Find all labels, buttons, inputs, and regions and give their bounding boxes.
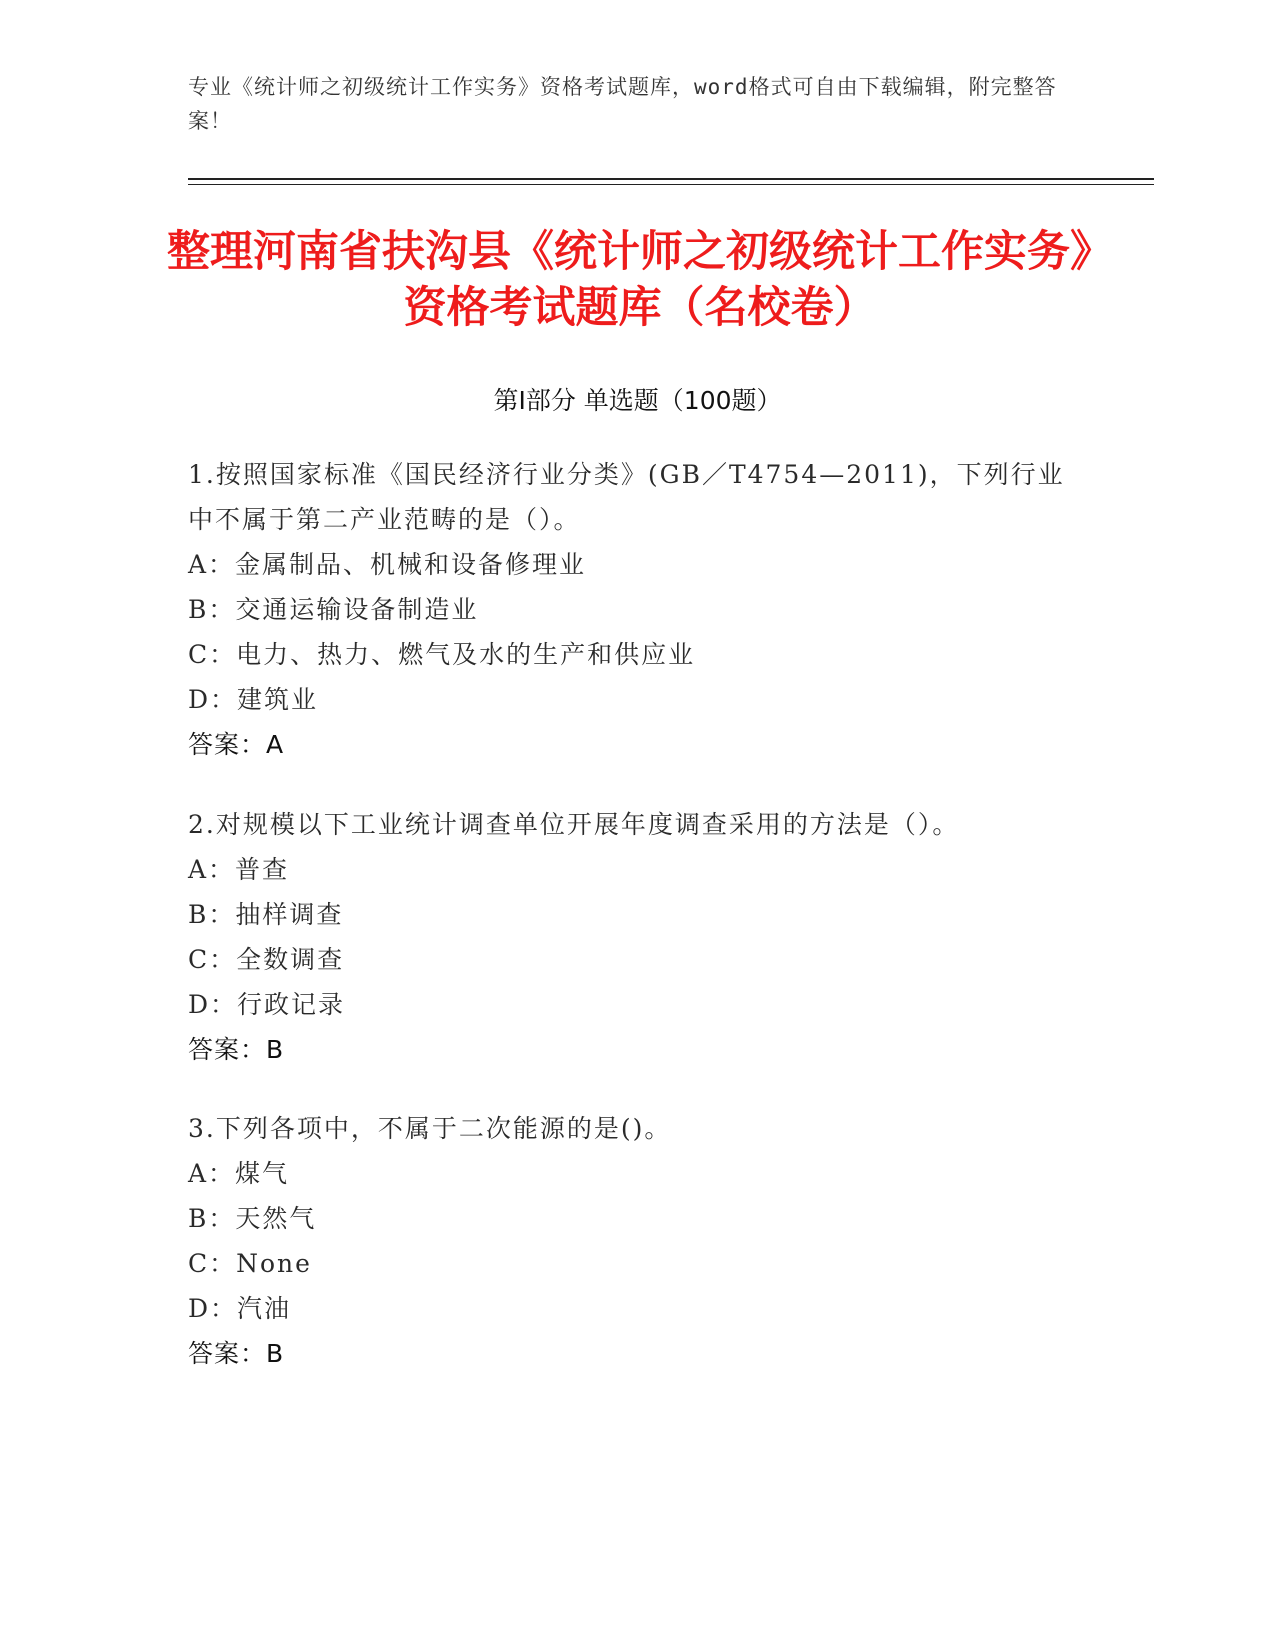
header-divider-thick bbox=[188, 178, 1154, 180]
question-stem: 1.按照国家标准《国民经济行业分类》(GB／T4754—2011)，下列行业中不属于第二产业范畴的是（）。 bbox=[188, 460, 1065, 534]
option-a: A：金属制品、机械和设备修理业 bbox=[188, 550, 587, 579]
option-a: A：普查 bbox=[188, 855, 290, 884]
option-c: C：全数调查 bbox=[188, 945, 345, 974]
option-c: C：电力、热力、燃气及水的生产和供应业 bbox=[188, 640, 696, 669]
option-d: D：汽油 bbox=[188, 1294, 292, 1323]
option-d: D：行政记录 bbox=[188, 990, 346, 1019]
header-divider-thin bbox=[188, 184, 1154, 185]
question-stem: 3.下列各项中，不属于二次能源的是()。 bbox=[188, 1114, 672, 1143]
question-3 bbox=[188, 1106, 1088, 1376]
header-note: 专业《统计师之初级统计工作实务》资格考试题库，word格式可自由下载编辑，附完整答案！ bbox=[188, 75, 1057, 133]
option-d: D：建筑业 bbox=[188, 685, 319, 714]
option-b: B：天然气 bbox=[188, 1204, 317, 1233]
answer: 答案：B bbox=[188, 1035, 285, 1064]
question-stem: 2.对规模以下工业统计调查单位开展年度调查采用的方法是（）。 bbox=[188, 810, 960, 839]
option-c: C：None bbox=[188, 1249, 312, 1278]
option-b: B：交通运输设备制造业 bbox=[188, 595, 479, 624]
section-title: 第Ⅰ部分 单选题（100题） bbox=[493, 386, 782, 415]
document-title: 整理河南省扶沟县《统计师之初级统计工作实务》资格考试题库（名校卷） bbox=[167, 227, 1113, 333]
answer: 答案：B bbox=[188, 1339, 285, 1368]
option-a: A：煤气 bbox=[188, 1159, 290, 1188]
option-b: B：抽样调查 bbox=[188, 900, 344, 929]
question-2 bbox=[188, 802, 1088, 1072]
question-1 bbox=[188, 452, 1088, 767]
answer: 答案：A bbox=[188, 730, 285, 759]
